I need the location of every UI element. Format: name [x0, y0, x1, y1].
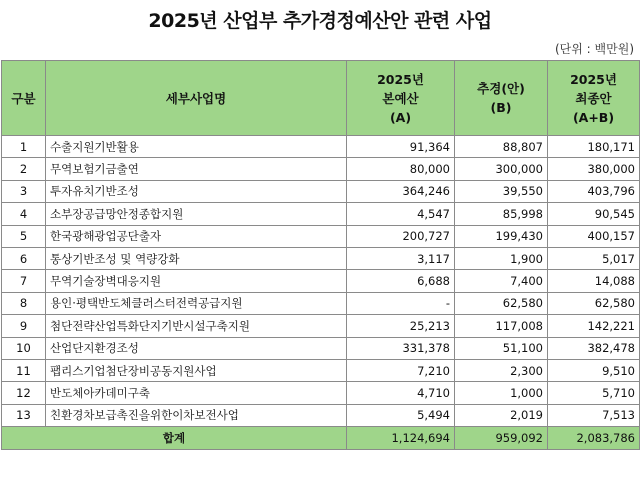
table-row — [2, 337, 640, 359]
row-number: 11 — [2, 359, 46, 381]
row-number: 8 — [2, 292, 46, 314]
row-budget: 80,000 — [347, 158, 455, 180]
row-final: 5,710 — [548, 382, 640, 404]
table-row — [2, 382, 640, 404]
table-row — [2, 404, 640, 426]
table-row — [2, 136, 640, 158]
row-budget: 91,364 — [347, 136, 455, 158]
row-number: 9 — [2, 315, 46, 337]
row-budget: 331,378 — [347, 337, 455, 359]
header-budget-line: (A) — [389, 109, 412, 125]
header-supp — [455, 61, 548, 136]
row-number: 7 — [2, 270, 46, 292]
header-no: 구분 — [2, 61, 46, 136]
row-budget: - — [347, 292, 455, 314]
row-project-name: 무역기술장벽대응지원 — [46, 270, 347, 292]
header-row — [2, 61, 640, 136]
row-supplementary: 62,580 — [455, 292, 548, 314]
row-final: 90,545 — [548, 203, 640, 225]
row-supplementary: 39,550 — [455, 180, 548, 202]
header-budget — [347, 61, 455, 136]
row-supplementary: 1,000 — [455, 382, 548, 404]
header-final-line: (A+B) — [572, 109, 615, 125]
table-row — [2, 158, 640, 180]
row-supplementary: 117,008 — [455, 315, 548, 337]
row-number: 2 — [2, 158, 46, 180]
row-project-name: 한국광해광업공단출자 — [46, 225, 347, 247]
row-project-name: 수출지원기반활용 — [46, 136, 347, 158]
row-project-name: 팹리스기업첨단장비공동지원사업 — [46, 359, 347, 381]
row-final: 142,221 — [548, 315, 640, 337]
row-project-name: 소부장공급망안정종합지원 — [46, 203, 347, 225]
total-final: 2,083,786 — [548, 427, 640, 450]
row-project-name: 통상기반조성 및 역량강화 — [46, 247, 347, 269]
row-final: 403,796 — [548, 180, 640, 202]
row-budget: 364,246 — [347, 180, 455, 202]
row-number: 10 — [2, 337, 46, 359]
row-budget: 3,117 — [347, 247, 455, 269]
row-supplementary: 88,807 — [455, 136, 548, 158]
header-final — [548, 61, 640, 136]
header-budget-line: 2025년 — [377, 71, 424, 87]
row-budget: 200,727 — [347, 225, 455, 247]
row-supplementary: 85,998 — [455, 203, 548, 225]
row-final: 14,088 — [548, 270, 640, 292]
table-row — [2, 270, 640, 292]
total-row — [2, 427, 640, 450]
row-project-name: 반도체아카데미구축 — [46, 382, 347, 404]
row-number: 12 — [2, 382, 46, 404]
row-final: 62,580 — [548, 292, 640, 314]
total-label: 합계 — [2, 427, 347, 450]
row-final: 5,017 — [548, 247, 640, 269]
row-final: 7,513 — [548, 404, 640, 426]
row-supplementary: 199,430 — [455, 225, 548, 247]
total-budget: 1,124,694 — [347, 427, 455, 450]
row-final: 382,478 — [548, 337, 640, 359]
row-final: 400,157 — [548, 225, 640, 247]
row-project-name: 투자유치기반조성 — [46, 180, 347, 202]
table-row — [2, 247, 640, 269]
row-budget: 25,213 — [347, 315, 455, 337]
table-row — [2, 315, 640, 337]
row-number: 13 — [2, 404, 46, 426]
row-number: 1 — [2, 136, 46, 158]
row-final: 380,000 — [548, 158, 640, 180]
row-supplementary: 300,000 — [455, 158, 548, 180]
row-final: 180,171 — [548, 136, 640, 158]
document-title: 2025년 산업부 추가경정예산안 관련 사업 — [148, 10, 492, 32]
row-supplementary: 1,900 — [455, 247, 548, 269]
row-number: 4 — [2, 203, 46, 225]
row-budget: 6,688 — [347, 270, 455, 292]
table-row — [2, 180, 640, 202]
table-body — [2, 136, 640, 427]
row-supplementary: 2,300 — [455, 359, 548, 381]
row-project-name: 첨단전략산업특화단지기반시설구축지원 — [46, 315, 347, 337]
row-supplementary: 7,400 — [455, 270, 548, 292]
row-project-name: 산업단지환경조성 — [46, 337, 347, 359]
row-supplementary: 51,100 — [455, 337, 548, 359]
row-budget: 4,547 — [347, 203, 455, 225]
row-budget: 7,210 — [347, 359, 455, 381]
table-row — [2, 359, 640, 381]
row-supplementary: 2,019 — [455, 404, 548, 426]
budget-table — [1, 60, 640, 450]
total-supp: 959,092 — [455, 427, 548, 450]
header-name: 세부사업명 — [46, 61, 347, 136]
row-number: 5 — [2, 225, 46, 247]
header-final-line: 최종안 — [575, 90, 612, 106]
row-final: 9,510 — [548, 359, 640, 381]
header-budget-line: 본예산 — [382, 90, 419, 106]
table-row — [2, 203, 640, 225]
row-budget: 4,710 — [347, 382, 455, 404]
unit-note: (단위 : 백만원) — [555, 42, 634, 56]
header-supp-line: (B) — [490, 100, 512, 115]
row-budget: 5,494 — [347, 404, 455, 426]
row-project-name: 용인·평택반도체클러스터전력공급지원 — [46, 292, 347, 314]
row-project-name: 친환경차보급촉진을위한이차보전사업 — [46, 404, 347, 426]
table-row — [2, 292, 640, 314]
header-supp-line: 추경(안) — [477, 81, 525, 96]
row-project-name: 무역보험기금출연 — [46, 158, 347, 180]
row-number: 3 — [2, 180, 46, 202]
header-final-line: 2025년 — [570, 71, 617, 87]
row-number: 6 — [2, 247, 46, 269]
table-row — [2, 225, 640, 247]
